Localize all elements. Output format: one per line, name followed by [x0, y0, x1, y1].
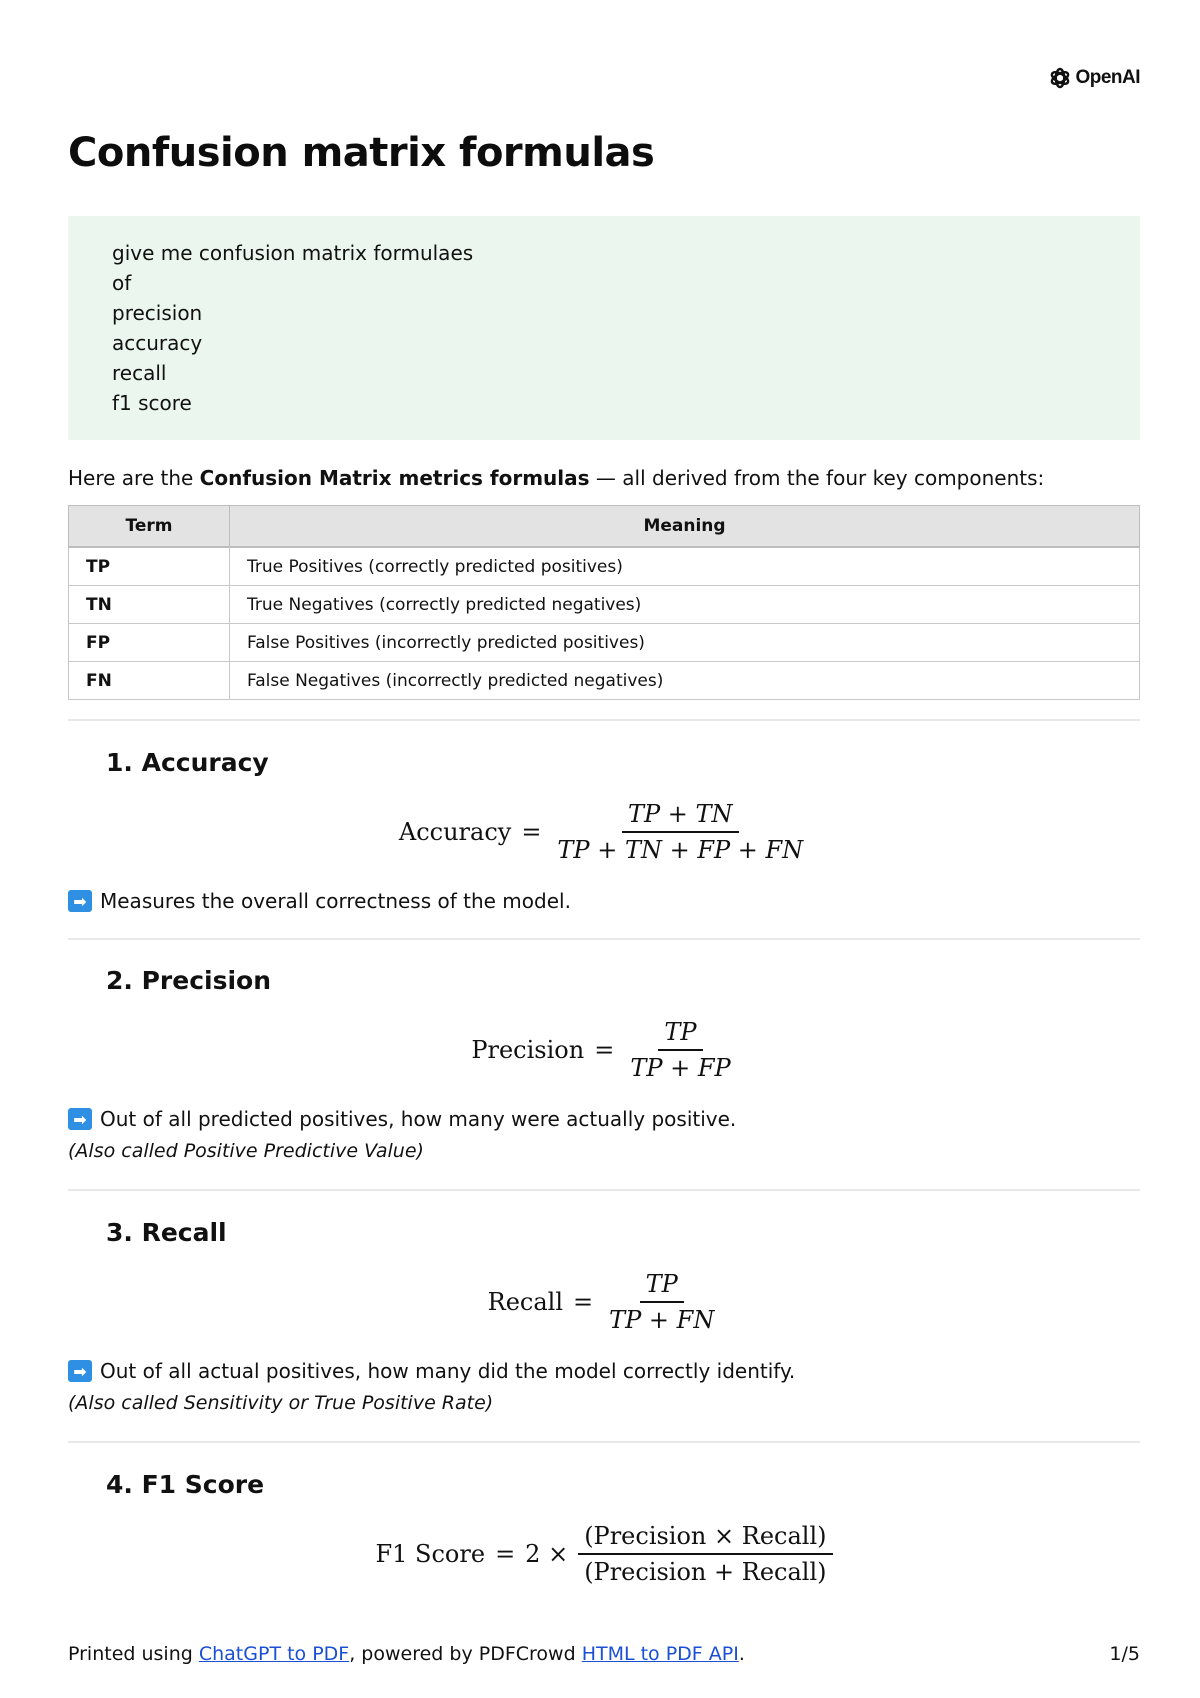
arrow-right-icon: ➡	[68, 1360, 92, 1382]
page-title: Confusion matrix formulas	[68, 130, 655, 176]
meaning-cell: True Negatives (correctly predicted negatives)	[230, 586, 1140, 624]
accuracy-description	[68, 889, 571, 913]
prompt-line: of	[112, 271, 132, 295]
numerator: TP + TN	[622, 800, 739, 833]
term-cell: TP	[69, 547, 230, 586]
recall-heading: 3. Recall	[106, 1218, 227, 1247]
header-meaning: Meaning	[230, 506, 1140, 548]
numerator: TP	[640, 1270, 684, 1303]
logo-text: OpenAI	[1075, 67, 1140, 88]
recall-description	[68, 1359, 795, 1383]
arrow-right-icon: ➡	[68, 890, 92, 912]
precision-heading: 2. Precision	[106, 966, 272, 995]
recall-formula	[68, 1270, 1140, 1334]
prompt-line: precision	[112, 301, 203, 325]
section-divider	[68, 719, 1140, 721]
openai-logo	[1048, 66, 1140, 90]
section-divider	[68, 1189, 1140, 1191]
intro-prefix: Here are the	[68, 466, 200, 490]
fraction	[624, 1018, 736, 1082]
numerator: TP	[658, 1018, 702, 1051]
term-cell: TN	[69, 586, 230, 624]
meaning-cell: False Positives (incorrectly predicted positives)	[230, 624, 1140, 662]
intro-suffix: — all derived from the four key components:	[589, 466, 1045, 490]
fraction	[603, 1270, 720, 1334]
term-cell: FP	[69, 624, 230, 662]
formula-lhs: F1 Score	[375, 1540, 486, 1568]
footer-middle: , powered by PDFCrowd	[349, 1643, 582, 1665]
denominator: TP + FP	[630, 1054, 731, 1082]
equals-sign: =	[594, 1036, 615, 1064]
page	[68, 0, 1140, 1698]
equals-sign: =	[495, 1540, 516, 1568]
footer-suffix: .	[738, 1643, 745, 1665]
table-row	[69, 662, 1140, 700]
f1-heading: 4. F1 Score	[106, 1470, 265, 1499]
fraction	[578, 1522, 832, 1586]
multiplier: 2 ×	[525, 1540, 569, 1568]
user-prompt-box	[68, 216, 1140, 440]
formula-lhs: Recall	[487, 1288, 564, 1316]
section-divider	[68, 1441, 1140, 1443]
denominator: TP + FN	[609, 1306, 715, 1334]
openai-knot-icon	[1048, 66, 1072, 90]
prompt-line: recall	[112, 361, 167, 385]
description-text: Out of all actual positives, how many did the model correctly identify.	[100, 1359, 796, 1383]
html-to-pdf-api-link[interactable]: HTML to PDF API	[581, 1643, 739, 1665]
description-text: Out of all predicted positives, how many were actually positive.	[100, 1107, 737, 1131]
recall-note: (Also called Sensitivity or True Positive Rate)	[68, 1392, 494, 1414]
fraction	[551, 800, 809, 864]
equals-sign: =	[573, 1288, 594, 1316]
terms-table	[68, 505, 1140, 700]
prompt-line: accuracy	[112, 331, 203, 355]
table-row	[69, 586, 1140, 624]
equals-sign: =	[521, 818, 542, 846]
footer-prefix: Printed using	[68, 1643, 199, 1665]
meaning-cell: True Positives (correctly predicted positives)	[230, 547, 1140, 586]
section-divider	[68, 938, 1140, 940]
intro-bold: Confusion Matrix metrics formulas	[199, 466, 590, 490]
precision-note: (Also called Positive Predictive Value)	[68, 1140, 424, 1162]
page-number: 1/5	[1109, 1643, 1140, 1665]
meaning-cell: False Negatives (incorrectly predicted negatives)	[230, 662, 1140, 700]
intro-text	[68, 466, 1044, 490]
table-header-row	[69, 506, 1140, 548]
accuracy-heading: 1. Accuracy	[106, 748, 269, 777]
denominator: TP + TN + FP + FN	[557, 836, 804, 864]
formula-lhs: Precision	[471, 1036, 585, 1064]
header-term: Term	[69, 506, 230, 548]
prompt-line: give me confusion matrix formulaes	[112, 241, 474, 265]
accuracy-formula	[68, 800, 1140, 864]
f1-formula	[68, 1522, 1140, 1586]
numerator: (Precision × Recall)	[578, 1522, 832, 1555]
formula-lhs: Accuracy	[398, 818, 512, 846]
denominator: (Precision + Recall)	[584, 1558, 827, 1586]
description-text: Measures the overall correctness of the model.	[100, 889, 571, 913]
table-row	[69, 624, 1140, 662]
precision-description	[68, 1107, 736, 1131]
arrow-right-icon: ➡	[68, 1108, 92, 1130]
precision-formula	[68, 1018, 1140, 1082]
table-row	[69, 547, 1140, 586]
footer	[68, 1643, 745, 1665]
term-cell: FN	[69, 662, 230, 700]
chatgpt-to-pdf-link[interactable]: ChatGPT to PDF	[198, 1643, 350, 1665]
prompt-line: f1 score	[112, 391, 192, 415]
